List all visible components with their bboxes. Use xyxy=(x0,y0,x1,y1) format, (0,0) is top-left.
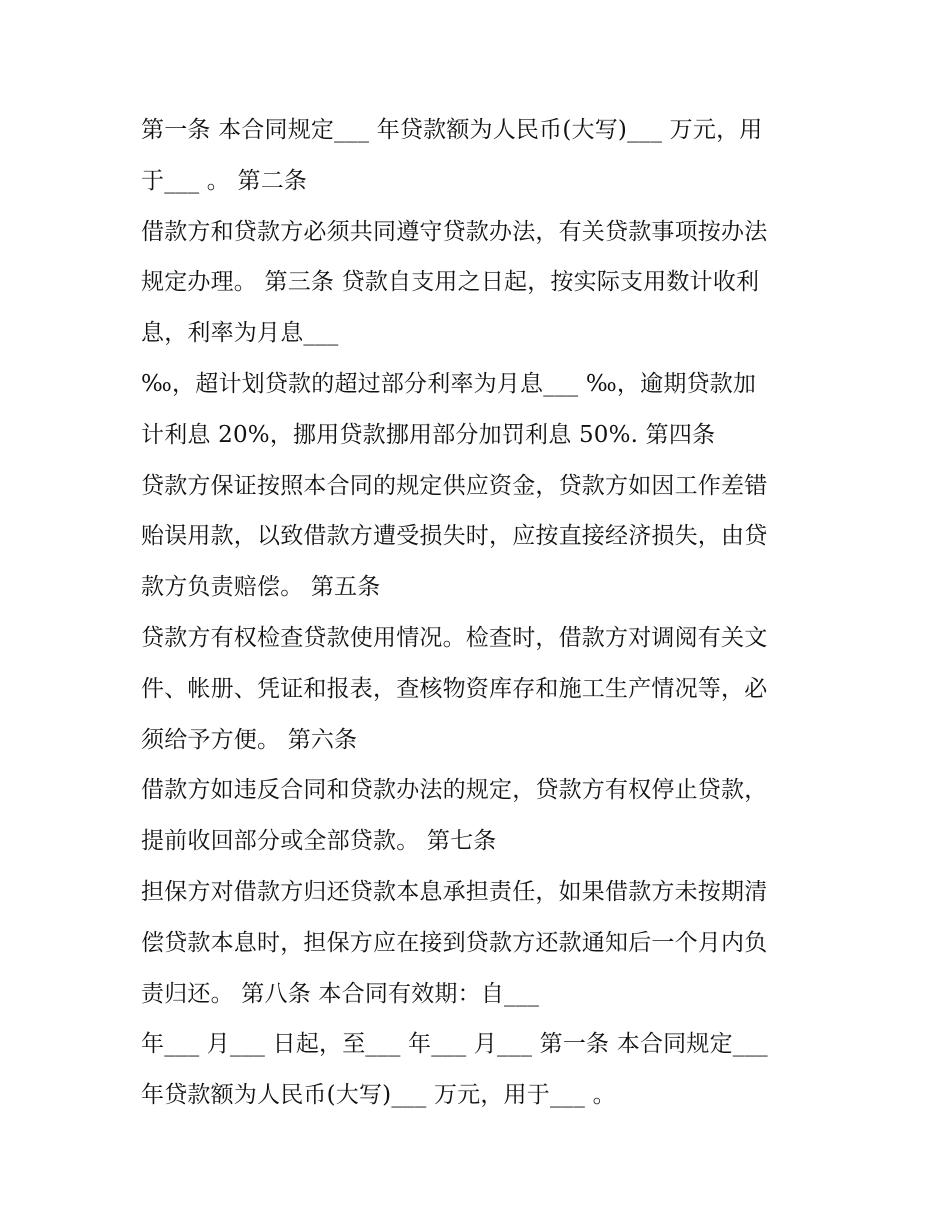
text-line: 规定办理。 第三条 贷款自支用之日起，按实际支用数计收利 xyxy=(141,269,760,296)
text-line: 年___ 月___ 日起，至___ 年___ 月___ 第一条 本合同规定___ xyxy=(141,1031,768,1058)
text-line: 提前收回部分或全部贷款。 第七条 xyxy=(141,828,497,855)
text-line: 须给予方便。 第六条 xyxy=(141,726,358,753)
text-line: 于___ 。 第二条 xyxy=(141,167,308,194)
text-line: ‰，超计划贷款的超过部分利率为月息___ ‰，逾期贷款加 xyxy=(141,370,757,397)
text-line: 第一条 本合同规定___ 年贷款额为人民币(大写)___ 万元，用 xyxy=(141,117,763,143)
text-line: 款方负责赔偿。 第五条 xyxy=(141,574,381,601)
text-line: 责归还。 第八条 本合同有效期：自___ xyxy=(141,980,540,1007)
text-line: 息，利率为月息___ xyxy=(141,320,339,347)
text-line: 担保方对借款方归还贷款本息承担责任，如果借款方未按期清 xyxy=(141,878,768,905)
text-line: 借款方和贷款方必须共同遵守贷款办法，有关贷款事项按办法 xyxy=(141,218,768,245)
text-line: 件、帐册、凭证和报表，查核物资库存和施工生产情况等，必 xyxy=(141,675,768,702)
text-line: 贷款方保证按照本合同的规定供应资金，贷款方如因工作差错 xyxy=(141,472,768,499)
text-line: 偿贷款本息时，担保方应在接到贷款方还款通知后一个月内负 xyxy=(141,929,768,956)
text-line: 借款方如违反合同和贷款办法的规定，贷款方有权停止贷款， xyxy=(141,777,768,804)
text-line: 年贷款额为人民币(大写)___ 万元，用于___ 。 xyxy=(141,1082,616,1109)
text-line: 计利息 20%，挪用贷款挪用部分加罚利息 50%. 第四条 xyxy=(141,421,716,448)
text-line: 贷款方有权检查贷款使用情况。检查时，借款方对调阅有关文 xyxy=(141,624,768,651)
text-line: 贻误用款，以致借款方遭受损失时，应按直接经济损失，由贷 xyxy=(141,523,768,550)
contract-text-block xyxy=(141,105,821,1121)
